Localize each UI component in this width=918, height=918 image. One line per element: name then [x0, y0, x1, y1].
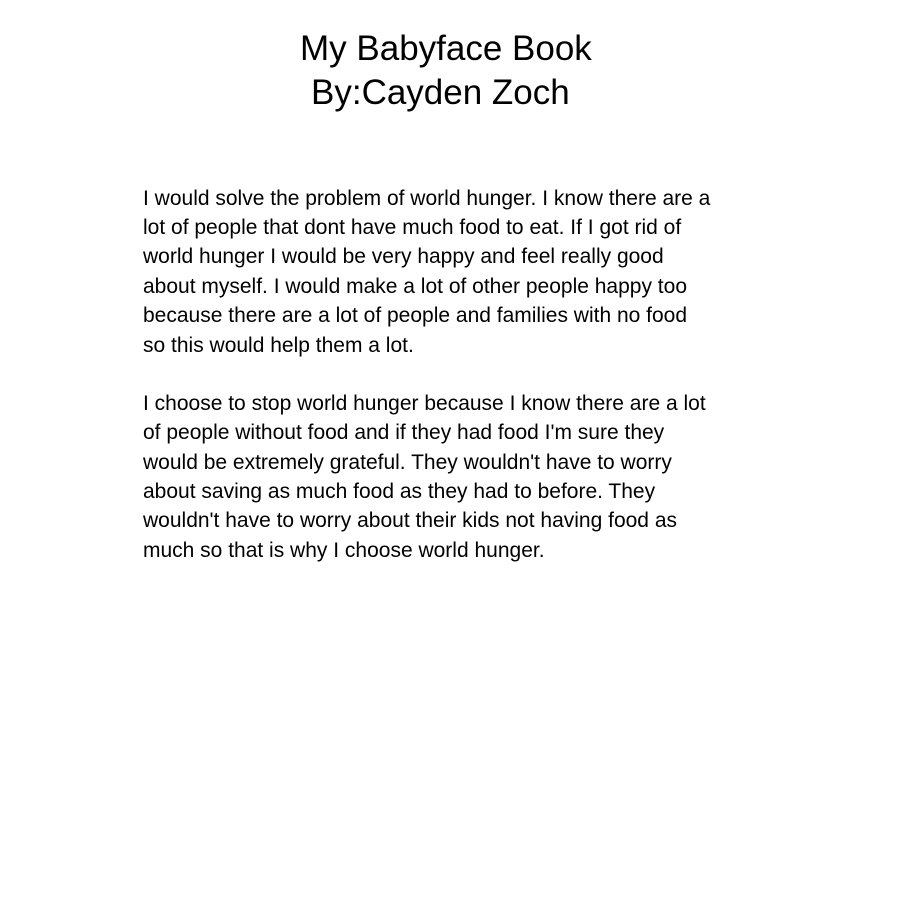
paragraph-1-line: so this would help them a lot. — [143, 334, 414, 357]
paragraph-2-line: would be extremely grateful. They wouldn't have to worry — [143, 451, 672, 474]
paragraph-2-line: of people without food and if they had food I'm sure they — [143, 421, 665, 444]
paragraph-2-line: wouldn't have to worry about their kids not having food as — [143, 509, 677, 532]
paragraph-1-line: I would solve the problem of world hunger. I know there are a — [143, 187, 711, 210]
paragraph-1-line: because there are a lot of people and families with no food — [143, 304, 688, 327]
paragraph-1-line: about myself. I would make a lot of other people happy too — [143, 275, 688, 298]
paragraph-2-line: much so that is why I choose world hunger. — [143, 539, 545, 562]
paragraph-1-line: world hunger I would be very happy and feel really good — [143, 245, 664, 268]
document-title: My Babyface Book — [300, 29, 592, 68]
paragraph-2-line: I choose to stop world hunger because I know there are a lot — [143, 392, 706, 415]
paragraph-1-line: lot of people that dont have much food to eat. If I got rid of — [143, 216, 682, 239]
paragraph-2-line: about saving as much food as they had to before. They — [143, 480, 656, 503]
document-byline: By:Cayden Zoch — [311, 73, 570, 112]
